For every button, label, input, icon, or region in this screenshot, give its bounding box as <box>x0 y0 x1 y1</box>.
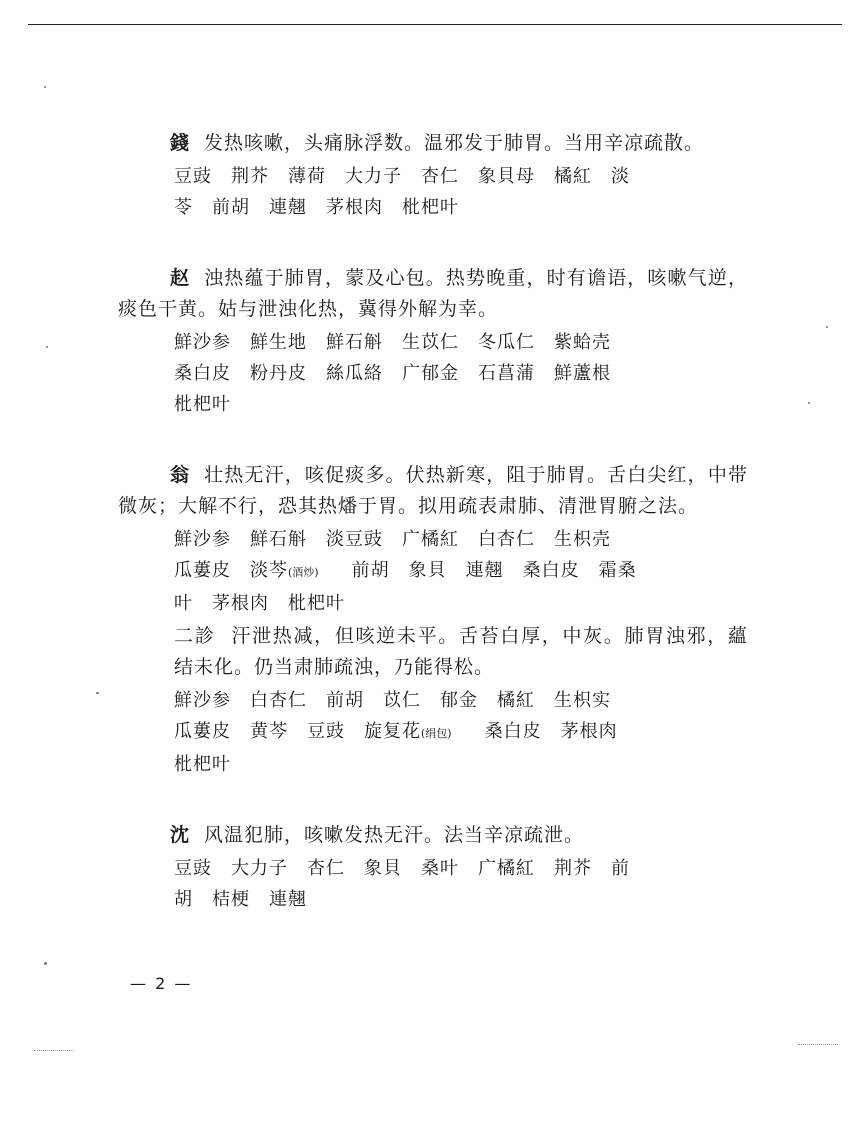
second-visit-paragraph <box>174 621 748 683</box>
case-text: 浊热蕴于肺胃，蒙及心包。热势晚重，时有谵语，咳嗽气逆，痰色干黄。姑与泄浊化热，冀得外解为幸。 <box>118 267 748 320</box>
herb-list <box>174 161 748 223</box>
herb-line: 豆豉 荆芥 薄荷 大力子 杏仁 象貝母 橘紅 淡 <box>174 166 630 187</box>
scan-mark <box>34 1036 74 1051</box>
herb-line: 豆豉 大力子 杏仁 象貝 桑叶 广橘紅 荆芥 前 <box>174 858 630 879</box>
scan-mark <box>798 1030 838 1045</box>
page-number: — 2 — <box>130 974 193 993</box>
case-paragraph <box>118 460 748 522</box>
patient-name: 翁 <box>170 464 191 486</box>
herb-line: 枇杷叶 <box>174 394 231 415</box>
case-entry <box>118 128 748 223</box>
case-entry <box>118 820 748 915</box>
patient-name: 錢 <box>170 132 191 154</box>
scan-speck <box>826 326 828 328</box>
case-entry <box>118 263 748 420</box>
case-paragraph <box>118 820 748 851</box>
herb-list <box>174 853 748 915</box>
herb-list <box>174 524 748 619</box>
scan-speck <box>46 346 48 348</box>
herb-line: 瓜蔞皮 黄芩 豆豉 旋复花(绢包) 桑白皮 茅根肉 <box>174 721 618 742</box>
herb-line: 鮮沙参 鮮石斛 淡豆豉 广橘紅 白杏仁 生枳壳 <box>174 529 611 550</box>
case-text: 风温犯肺，咳嗽发热无汗。法当辛凉疏泄。 <box>204 824 585 846</box>
case-paragraph <box>118 128 748 159</box>
patient-name: 赵 <box>170 267 191 289</box>
case-paragraph <box>118 263 748 325</box>
herb-line: 鮮沙参 白杏仁 前胡 苡仁 郁金 橘紅 生枳实 <box>174 690 611 711</box>
herb-line: 枇杷叶 <box>174 754 231 775</box>
scan-speck <box>44 962 47 965</box>
case-entry <box>118 460 748 780</box>
case-text: 壮热无汗，咳促痰多。伏热新寒，阻于肺胃。舌白尖红，中带微灰；大解不行，恐其热燔于胃。拟用疏表肃肺、清泄胃腑之法。 <box>118 464 748 517</box>
herb-list <box>174 685 748 780</box>
page-body <box>118 128 748 917</box>
patient-name: 沈 <box>170 824 191 846</box>
herb-line: 瓜蔞皮 淡芩(酒炒) 前胡 象貝 連翹 桑白皮 霜桑 <box>174 560 637 581</box>
case-text: 发热咳嗽，头痛脉浮数。温邪发于肺胃。当用辛凉疏散。 <box>204 132 705 154</box>
scan-speck <box>44 86 46 88</box>
herb-line: 叶 茅根肉 枇杷叶 <box>174 593 345 614</box>
top-rule <box>28 24 842 25</box>
herb-line: 胡 桔梗 連翹 <box>174 889 307 910</box>
scan-speck <box>96 692 99 694</box>
preparation-note: (绢包) <box>421 727 452 740</box>
herb-line: 苓 前胡 連翹 茅根肉 枇杷叶 <box>174 197 459 218</box>
herb-list <box>174 327 748 420</box>
second-visit-text-first: 汗泄热减，但咳逆未平。舌苔白厚，中灰。肺胃浊邪，蘊结未化。仍当肃肺疏浊，乃能得松。 <box>174 625 748 678</box>
herb-line: 鮮沙参 鮮生地 鮮石斛 生苡仁 冬瓜仁 紫蛤壳 <box>174 332 611 353</box>
preparation-note: (酒炒) <box>288 566 319 579</box>
herb-line: 桑白皮 粉丹皮 絲瓜絡 广郁金 石菖蒲 鮮蘆根 <box>174 363 611 384</box>
scan-speck <box>808 402 810 404</box>
second-visit-label: 二診 <box>174 625 216 647</box>
